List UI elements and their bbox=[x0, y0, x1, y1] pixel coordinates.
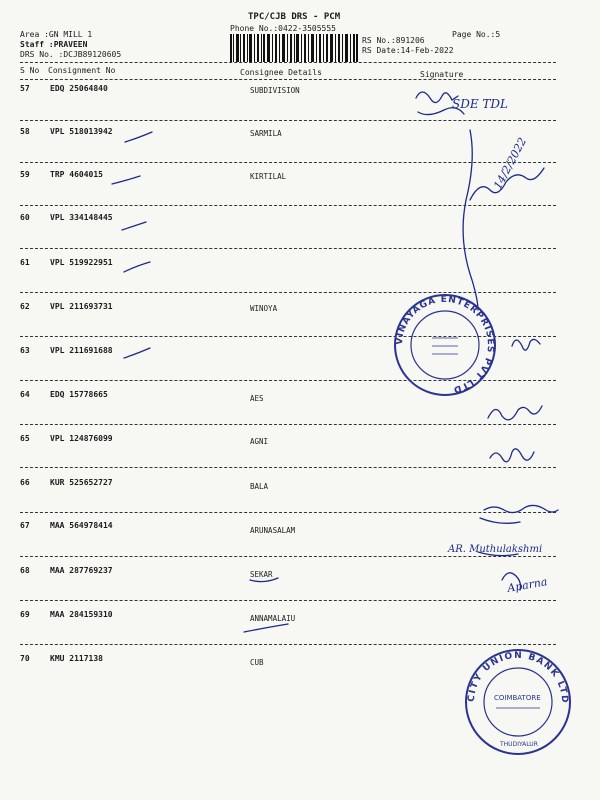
svg-text:CITY UNION BANK LTD bbox=[467, 651, 569, 704]
row-consignee: WINOYA bbox=[250, 304, 278, 313]
tick-mark bbox=[112, 176, 140, 184]
row-consignment: VPL 334148445 bbox=[50, 213, 113, 222]
row-sno: 66 bbox=[20, 478, 30, 487]
area-label: Area :GN MILL 1 bbox=[20, 30, 93, 39]
row-sno: 65 bbox=[20, 434, 30, 443]
row-consignee: KIRTILAL bbox=[250, 172, 287, 181]
row-consignment: KMU 2117138 bbox=[50, 654, 103, 663]
row-consignment: VPL 211693731 bbox=[50, 302, 113, 311]
row-sno: 70 bbox=[20, 654, 30, 663]
row-consignment: MAA 287769237 bbox=[50, 566, 113, 575]
ink-line bbox=[463, 130, 478, 310]
stamp-bottom-text: THUDIYALUR bbox=[500, 741, 538, 748]
row-consignee: SUBDIVISION bbox=[250, 86, 300, 95]
signature-scribble bbox=[512, 339, 540, 350]
stamp-inner-text: COIMBATORE bbox=[494, 694, 541, 702]
phone-number: Phone No.:0422-3505555 bbox=[230, 24, 336, 33]
row-consignment: EDQ 25064840 bbox=[50, 84, 108, 93]
row-consignment: EDQ 15778665 bbox=[50, 390, 108, 399]
signature-scribble bbox=[418, 108, 464, 115]
row-sno: 68 bbox=[20, 566, 30, 575]
col-consignment: Consignment No bbox=[48, 66, 116, 75]
row-rule bbox=[20, 292, 556, 293]
row-consignment: VPL 518013942 bbox=[50, 127, 113, 136]
rs-number: RS No.:891206 bbox=[362, 36, 425, 45]
handwritten-note: SDE TDL bbox=[452, 97, 509, 111]
row-sno: 60 bbox=[20, 213, 30, 222]
stamp-text: VINAYAGA ENTERPRISES PVT LTD bbox=[394, 294, 496, 395]
row-consignee: ANNAMALAIU bbox=[250, 614, 296, 623]
row-rule bbox=[20, 336, 556, 337]
signature-scribble bbox=[470, 168, 544, 200]
row-consignee: AES bbox=[250, 394, 264, 403]
row-sno: 59 bbox=[20, 170, 30, 179]
row-rule bbox=[20, 248, 556, 249]
row-consignee: ARUNASALAM bbox=[250, 526, 296, 535]
row-consignment: MAA 284159310 bbox=[50, 610, 113, 619]
row-consignment: VPL 211691688 bbox=[50, 346, 113, 355]
row-rule bbox=[20, 424, 556, 425]
handwritten-name: AR. Muthulakshmi bbox=[448, 544, 543, 555]
tick-mark bbox=[122, 222, 146, 230]
row-consignee: BALA bbox=[250, 482, 269, 491]
row-consignee: SARMILA bbox=[250, 129, 282, 138]
rs-date: RS Date:14-Feb-2022 bbox=[362, 46, 454, 55]
row-rule bbox=[20, 600, 556, 601]
row-rule bbox=[20, 512, 556, 513]
signature-scribble bbox=[480, 518, 520, 523]
row-sno: 63 bbox=[20, 346, 30, 355]
row-consignee: CUB bbox=[250, 658, 264, 667]
page-number: Page No.:5 bbox=[452, 30, 501, 39]
row-consignment: KUR 525652727 bbox=[50, 478, 113, 487]
signature-scribble bbox=[490, 449, 534, 462]
row-consignee: SEKAR bbox=[250, 570, 273, 579]
row-consignment: MAA 564978414 bbox=[50, 521, 113, 530]
row-sno: 64 bbox=[20, 390, 30, 399]
tick-mark bbox=[124, 348, 150, 358]
sheet-title: TPC/CJB DRS - PCM bbox=[248, 12, 341, 22]
row-rule bbox=[20, 380, 556, 381]
row-consignment: VPL 519922951 bbox=[50, 258, 113, 267]
row-consignee: AGNI bbox=[250, 437, 269, 446]
col-sno: S No bbox=[20, 66, 40, 75]
row-rule bbox=[20, 205, 556, 206]
barcode bbox=[230, 34, 358, 62]
header-rule bbox=[20, 62, 556, 63]
drs-number: DRS No. :DCJB89120605 bbox=[20, 50, 122, 59]
signature-scribble bbox=[488, 406, 542, 420]
row-rule bbox=[20, 120, 556, 121]
handwritten-date: 14/2/2022 bbox=[491, 135, 530, 192]
tick-mark bbox=[244, 624, 288, 632]
staff-label: Staff :PRAVEEN bbox=[20, 40, 88, 49]
col-consignee: Consignee Details bbox=[240, 68, 322, 77]
row-rule bbox=[20, 556, 556, 557]
handwritten-name: Aparna bbox=[506, 575, 549, 595]
column-rule bbox=[20, 79, 556, 80]
row-sno: 69 bbox=[20, 610, 30, 619]
tick-mark bbox=[124, 262, 150, 272]
row-consignment: VPL 124876099 bbox=[50, 434, 113, 443]
bank-stamp bbox=[466, 650, 570, 754]
row-rule bbox=[20, 162, 556, 163]
col-signature: Signature bbox=[420, 70, 464, 79]
row-rule bbox=[20, 467, 556, 468]
row-sno: 58 bbox=[20, 127, 30, 136]
row-sno: 61 bbox=[20, 258, 30, 267]
row-sno: 67 bbox=[20, 521, 30, 530]
signature-scribble bbox=[416, 92, 458, 103]
row-sno: 62 bbox=[20, 302, 30, 311]
stamp-text: CITY UNION BANK LTD bbox=[466, 650, 570, 705]
row-rule bbox=[20, 644, 556, 645]
tick-mark bbox=[125, 132, 152, 142]
row-sno: 57 bbox=[20, 84, 30, 93]
row-consignment: TRP 4604015 bbox=[50, 170, 103, 179]
signature-scribble bbox=[502, 573, 521, 590]
